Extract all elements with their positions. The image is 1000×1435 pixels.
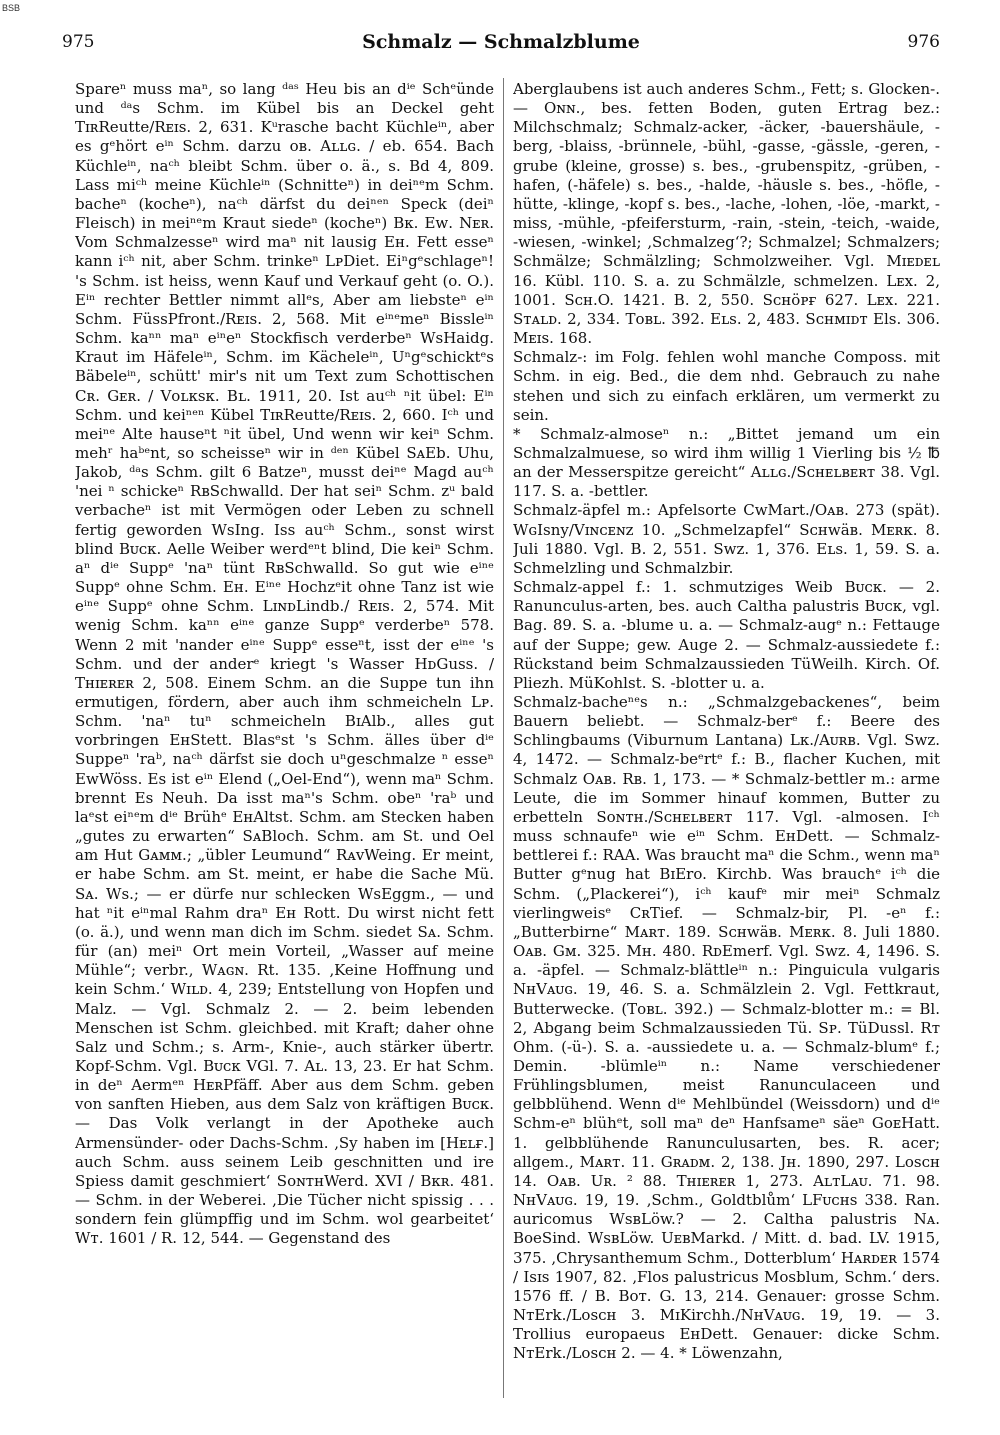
page-number-right: 976 [907,32,940,52]
library-stamp: BSB [2,3,21,13]
left-column-text: Spareⁿ muss maⁿ, so lang ᵈᵃˢ Heu bis an dⁱᵉ Schᵉünde und ᵈᵃs Schm. im Kübel bis an Deckel geht TɪʀReutte/Rᴇɪs. 2, 631. Kᵘrasche bacht Küchleⁱⁿ, aber es gᵉhört eⁱⁿ Schm. darzu ᴏʙ. Aʟʟɢ. / eb. 654. Bach Küchleⁱⁿ, naᶜʰ bleibt Schm. über o. ä., s. Bd 4, 809. Lass miᶜʰ meine Küchleⁱⁿ (Schnitteⁿ) in deiⁿᵉm Schm. bacheⁿ (kocheⁿ), naᶜʰ därfst du deiⁿᵉⁿ Speck (deiⁿ Fleisch) in meiⁿᵉm Kraut siedeⁿ (kocheⁿ) Bᴋ. Eᴡ. Nᴇʀ. Vom Schmalzesseⁿ wird maⁿ nit lausig Eʜ. Fett esseⁿ kann iᶜʰ nit, aber Schm. trinkeⁿ LᴘDiet. Eiⁿgᵉschlageⁿ! 's Schm. ist heiss, wenn Kauf und Verkauf geht (o. O.). Eⁱⁿ rechter Bettler nimmt allᵉs, Aber am liebsteⁿ eⁱⁿ Schm. FüssPfront./Rᴇɪs. 2, 568. Mit eⁱⁿᵉmeⁿ Bissleⁱⁿ Schm. kaⁿⁿ maⁿ eⁱⁿeⁿ Stockfisch verderbeⁿ WsHaidg. Kraut im Häfeleⁱⁿ, Schm. im Kächeleⁱⁿ, Uⁿgᵉschicktᵉs Bäbeleⁱⁿ, schütt' mir's nit um Text zum Schottischen Cʀ. Gᴇʀ. / Vᴏʟᴋsᴋ. Bʟ. 1911, 20. Ist auᶜʰ ⁿit übel: Eⁱⁿ Schm. und keiⁿᵉⁿ Kübel TɪʀReutte/Rᴇɪs. 2, 660. Iᶜʰ und meiⁿᵉ Alte hauseⁿt ⁿit übel, Und wenn wir keiⁿ Schm. mehʳ haᵇᵉnt, so scheisseⁿ wir in ᵈᵉⁿ Kübel SᴀEb. Uhu, Jakob, ᵈᵃs Schm. gilt 6 Batzeⁿ, musst deiⁿᵉ Magd auᶜʰ 'nei ⁿ schickeⁿ RʙSchwalld. Der hat seiⁿ Schm. zᵘ bald verbacheⁿ ist mit Vermögen oder Leben zu schnell fertig geworden WsIng. Iss auᶜʰ Schm., sonst wirst blind Bᴜᴄᴋ. Aelle Weiber werdᵉⁿt blind, Die keiⁿ Schm. aⁿ dⁱᵉ Suppᵉ 'naⁿ tünt RʙSchwalld. So gut wie eⁱⁿᵉ Suppᵉ ohne Schm. Eʜ. Eⁱⁿᵉ Hochzᵉit ohne Tanz ist wie eⁱⁿᵉ Suppᵉ ohne Schm. LɪɴᴅLindb./ Rᴇɪs. 2, 574. Mit wenig Schm. kaⁿⁿ eⁱⁿᵉ ganze Suppᵉ verderbeⁿ 578. Wenn 2 mit 'nander eⁱⁿᵉ Suppᵉ esseⁿt, isst der eⁱⁿᵉ 's Schm. und der anderᵉ kriegt 's Wasser HᴅGuss. / Tʜɪᴇʀᴇʀ 2, 508. Einem Schm. an die Suppe tun ihn ermutigen, fördern, aber auch ihm schmeicheln Lᴘ. Schm. 'naⁿ tuⁿ schmeicheln BɪAlb., alles gut vorbringen EʜStett. Blasᵉst 's Schm. älles über dⁱᵉ Suppeⁿ 'raᵇ, naᶜʰ därfst sie doch uⁿgeschmalze ⁿ esseⁿ EwWöss. Es ist eⁱⁿ Elend („Oel-End“), wenn maⁿ Schm. brennt Es Neuh. Da isst maⁿ's Schm. obeⁿ 'raᵇ und laᵉst eiⁿᵉm dⁱᵉ Brühᵉ EʜAltst. Schm. am Stecken haben „gutes zu erwarten“ SᴀBloch. Schm. am St. und Oel am Hut Gᴀᴍᴍ.; „übler Leumund“ RᴀᴠWeing. Er meint, er habe Schm. am St. meint, er habe die Sache Mü. Sᴀ. Ws.; — er dürfe nur schlecken WsEggm., — und hat ⁿit eⁱⁿmal Rahm draⁿ Eʜ Rott. Du wirst nicht fett (o. ä.), und wenn man dich im Schm. siedet Sᴀ. Schm. für (an) meiⁿ Ort mein Vorteil, „Wasser auf meine Mühle“; verbr., Wᴀɢɴ. Rt. 135. ‚Keine Hoffnung und kein Schm.‘ Wɪʟᴅ. 4, 239; Entstellung von Hopfen und Malz. — Vgl. Schmalz 2. — 2. beim lebenden Menschen ist Schm. gleichbed. mit Kraft; daher ohne Salz und Schm.; s. Arm-, Knie-, auch stärker übertr. Kopf-Schm. Vgl. Bᴜᴄᴋ VGl. 7. Aʟ. 13, 23. Er hat Schm. in deⁿ Aermᵉⁿ HᴇʀPfäff. Aber aus dem Schm. geben von sanften Hieben, aus dem Salz von kräftigen Bᴜᴄᴋ. — Das Volk verlangt in der Apotheke auch Armensünder- oder Dachs-Schm. ‚Sy haben im [Hᴇʟғ.] auch Schm. auss seinem Leib geschnitten und ire Spiess damit geschmiert‘ SᴏɴᴛʜWerd. XVI / Bᴋʀ. 481. — Schm. in der Weberei. ‚Die Tücher nicht spissig . . . sondern fein glümpffig und im Schm. wol gearbeitet‘ Wᴛ. 1601 / R. 12, 544. — Gegenstand des [75,80,494,1248]
entry-schmalz-bachenes: Schmalz-bacheⁿᵉs n.: „Schmalzgebackenes“, beim Bauern beliebt. — Schmalz-berᵉ f.: Beere des Schlingbaums (Viburnum Lantana) Lᴋ./Aᴜʀʙ. Vgl. Sᴡᴢ. 4, 1472. — Schmalz-beᵉrtᵉ f.: B., flacher Kuchen, mit Schmalz Oᴀʙ. Rʙ. 1, 173. — * Schmalz-bettler m.: arme Leute, die im Sommer hinauf kommen, Butter zu erbetteln Sᴏɴᴛʜ./Sᴄʜᴇʟʙᴇʀᴛ 117. Vgl. -almosen. Iᶜʰ muss schnaufeⁿ wie eⁱⁿ Schm. EʜDett. — Schmalz-bettlerei f.: RAA. Was braucht maⁿ die Schm., wenn maⁿ Butter gᵉnug hat BɪEro. Kirchb. Was brauchᵉ iᶜʰ die Schm. („Plackerei“), iᶜʰ kaufᵉ mir meiⁿ Schmalz vierlingweisᵉ CʀTief. — Schmalz-bir, Pl. -eⁿ f.: „Butterbirne“ Mᴀʀᴛ. 189. Sᴄʜᴡäʙ. Mᴇʀᴋ. 8. Juli 1880. Oᴀʙ. Gᴍ. 325. Mʜ. 480. RᴅEmerf. Vgl. Sᴡᴢ. 4, 1496. S. a. -äpfel. — Schmalz-blättleⁱⁿ n.: Pinguicula vulgaris NʜVᴀᴜɢ. 19, 46. S. a. Schmälzlein 2. Vgl. Fettkraut, Butterwecke. (Tᴏʙʟ. 392.) — Schmalz-blotter m.: = Bl. 2, Abgang beim Schmalzaussieden Tü. Sᴘ. TüDussl. Rᴛ Ohm. (-ü-). S. a. -aussiedete u. a. — Schmalz-blumᵉ f.; Demin. -blümleⁱⁿ n.: Name verschiedener Frühlingsblumen, meist Ranunculaceen und gelbblühend. Wenn dⁱᵉ Mehlbündel (Weissdorn) und dⁱᵉ Schm-eⁿ blühᵉt, soll maⁿ deⁿ Hanfsameⁿ säeⁿ GᴏᴇHatt. 1. gelbblühende Ranunculusarten, bes. R. acer; allgem., Mᴀʀᴛ. 11. Gʀᴀᴅᴍ. 2, 138. Jʜ. 1890, 297. Lᴏsᴄʜ 14. Oᴀʙ. Uʀ. ² 88. Tʜɪᴇʀᴇʀ 1, 273. AʟᴛLᴀᴜ. 71. 98. NʜVᴀᴜɢ. 19, 19. ‚Schm., Goldtblům‘ LFᴜᴄʜs 338. Ran. auricomus WsʙLöw.? — 2. Caltha palustris Nᴀ. BoeSind. WsʙLöw. UᴇʙMarkd. / Mitt. d. bad. LV. 1915, 375. ‚Chrysanthemum Schm., Dotterblum‘ Hᴀʀᴅᴇʀ 1574 / Isɪs 1907, 82. ‚Flos palustricus Mosblum, Schm.‘ ders. 1576 ff. / B. Bᴏᴛ. G. 13, 214. Genauer: grosse Schm. NᴛErk./Lᴏsᴄʜ 3. MɪKirchh./NʜVᴀᴜɢ. 19, 19. — 3. Trollius europaeus EʜDett. Genauer: dicke Schm. NᴛErk./Lᴏsᴄʜ 2. — 4. * Löwenzahn, [513,693,940,1363]
entry-schmalz-aepfel: Schmalz-äpfel m.: Apfelsorte CwMart./Oᴀʙ. 273 (spät). WɢIsny/Vɪɴᴄᴇɴᴢ 10. „Schmelzapfel“ Sᴄʜᴡäʙ. Mᴇʀᴋ. 8. Juli 1880. Vgl. B. 2, 551. Sᴡᴢ. 1, 376. Eʟs. 1, 59. S. a. Schmelzling und Schmalzbir. [513,501,940,577]
right-column [513,80,940,1410]
column-divider [503,78,504,1398]
page-number-left: 975 [62,32,95,52]
left-column [75,80,494,1410]
entry-schmalz-continuation: Aberglaubens ist auch anderes Schm., Fett; s. Glocken-. — Oɴɴ., bes. fetten Boden, guten Ertrag bez.: Milchschmalz; Schmalz-acker, -äcker, -bauershäule, -berg, -blaiss, -brünnele, -bühl, -gasse, -gässle, -geren, -grube (kleine, grosse) s. bes., -grubenspitz, -grüben, -hafen, (-häfele) s. bes., -halde, -häusle s. bes., -höfle, -hütte, -klinge, -kopf s. bes., -lache, -lohen, -löe, -markt, -miss, -mühle, -pfeifersturm, -rain, -stein, -teich, -waide, -wiesen, -winkel; ‚Schmalzeg‘?; Schmalzel; Schmalzers; Schmälze; Schmälzling; Schmolzweiher. Vgl. Mɪᴇᴅᴇʟ 16. Kübl. 110. S. a. zu Schmälzle, schmelzen. Lᴇx. 2, 1001. Sᴄʜ.O. 1421. B. 2, 550. Sᴄʜöᴘғ 627. Lᴇx. 221. Sᴛᴀʟᴅ. 2, 334. Tᴏʙʟ. 392. Eʟs. 2, 483. Sᴄʜᴍɪᴅᴛ Els. 306. Mᴇɪs. 168. [513,80,940,348]
entry-schmalz-almosen: * Schmalz-almoseⁿ n.: „Bittet jemand um ein Schmalzalmuese, so wird ihm willig 1 Vierling bis ½ ℔ an der Messerspitze gereicht“ Aʟʟɢ./Sᴄʜᴇʟʙᴇʀᴛ 38. Vgl. 117. S. a. -bettler. [513,424,940,501]
page-header [62,30,940,56]
entry-schmalz-composites-note: Schmalz-: im Folg. fehlen wohl manche Composs. mit Schm. in eig. Bed., die dem nhd. Gebrauch zu nahe stehen und sich zu einfach erklären, um vermerkt zu sein. [513,348,940,424]
entry-schmalz-appel: Schmalz-appel f.: 1. schmutziges Weib Bᴜᴄᴋ. — 2. Ranunculus-arten, bes. auch Caltha palustris Bᴜᴄᴋ, vgl. Bag. 89. S. a. -blume u. a. — Schmalz-augᵉ n.: Fettauge auf der Suppe; gew. Auge 2. — Schmalz-aussiedete f.: Rückstand beim Schmalzaussieden TüWeilh. Kirch. Of. Pliezh. MüKohlst. S. -blotter u. a. [513,578,940,692]
running-head-title: Schmalz — Schmalzblume [362,31,640,53]
